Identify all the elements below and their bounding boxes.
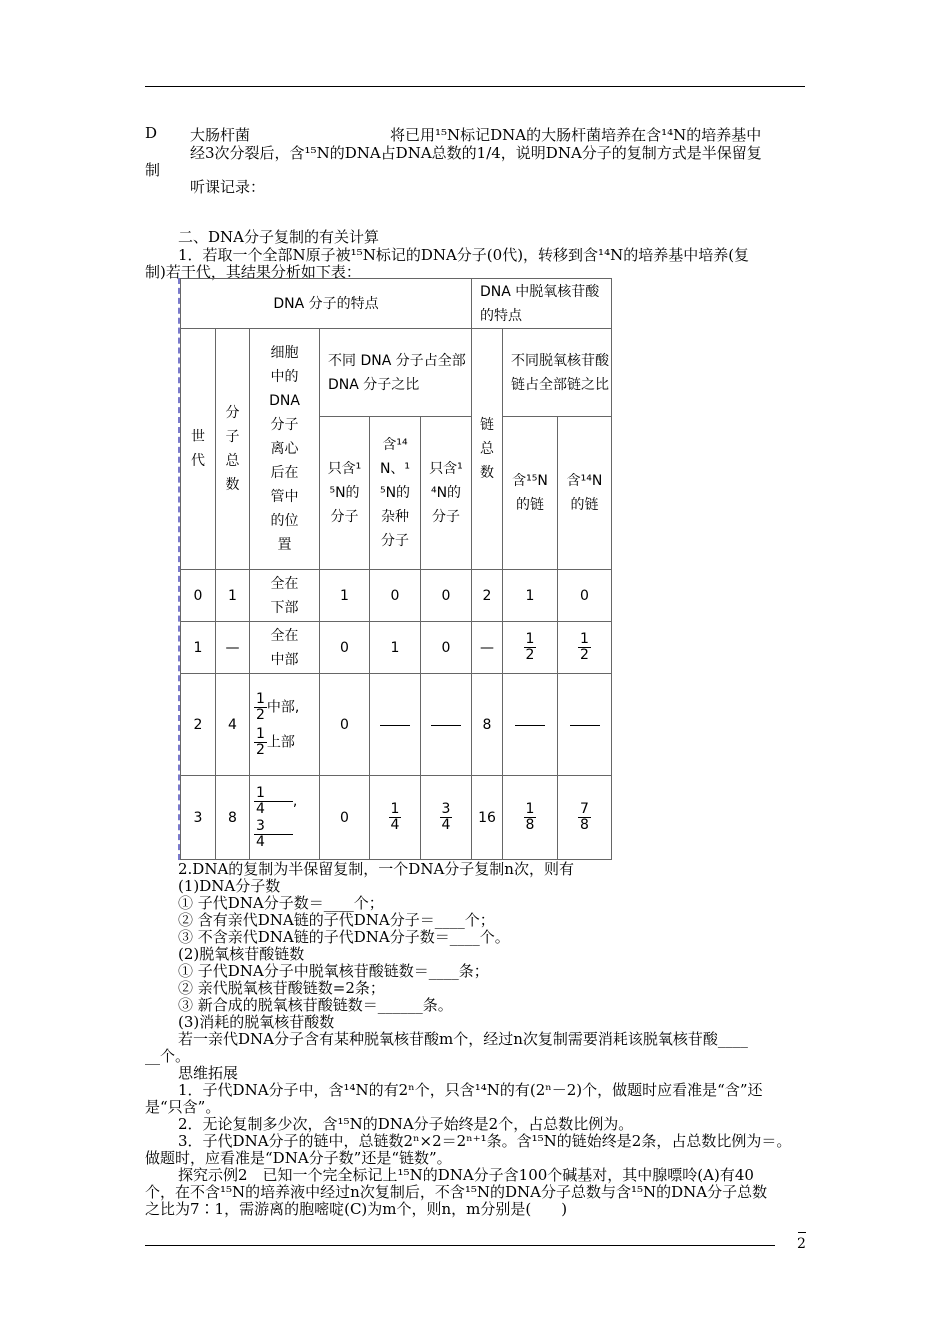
cell-hybrid: 1 — [370, 622, 421, 674]
p2-line: ③ 不含亲代DNA链的子代DNA分子数＝____个。 — [178, 928, 510, 946]
cell-chains: — — [472, 622, 503, 674]
cell-position-text: 全在中部 — [270, 627, 299, 668]
header-hybrid-text: 含¹⁴N、¹⁵N的杂种分子 — [379, 437, 411, 549]
cell-chain15 — [503, 622, 558, 674]
position-line — [254, 786, 319, 817]
header-only15 — [320, 417, 370, 570]
option-organism: 大肠杆菌 — [190, 126, 251, 144]
cell-only15: 0 — [320, 776, 370, 860]
cell-total: 1 — [216, 570, 250, 622]
cell-only14 — [421, 674, 472, 776]
denominator: 4 — [441, 817, 451, 833]
header-position — [250, 329, 320, 570]
numerator: 1 — [525, 631, 535, 647]
option-text-line1: 将已用¹⁵N标记DNA的大肠杆菌培养在含¹⁴N的培养基中 — [390, 126, 762, 144]
denominator: 4 — [256, 800, 265, 817]
option-text-line3: 制 — [145, 161, 161, 179]
fraction — [524, 632, 537, 663]
cell-chain15 — [503, 776, 558, 860]
header-generation-text: 世代 — [191, 429, 205, 469]
cell-gen: 3 — [181, 776, 216, 860]
cell-chains: 8 — [472, 674, 503, 776]
numerator: 1 — [390, 801, 400, 817]
comma: , — [292, 793, 298, 809]
position-middle: 中部, — [266, 699, 300, 715]
numerator: 1 — [256, 725, 265, 742]
cell-gen: 0 — [181, 570, 216, 622]
option-letter: D — [145, 124, 158, 142]
header-chain14-text: 含¹⁴N的链 — [566, 473, 603, 513]
answer-blank — [267, 833, 293, 835]
cell-chain14 — [558, 622, 612, 674]
table-row — [181, 570, 612, 622]
cell-position — [250, 776, 320, 860]
p2-line: 做题时，应看准是“DNA分子数”还是“链数”。 — [145, 1149, 452, 1167]
table-row — [181, 622, 612, 674]
cell-only14: 0 — [421, 622, 472, 674]
header-position-text: 细胞中的DNA分子离心后在管中的位置 — [269, 345, 300, 553]
header-generation — [181, 329, 216, 570]
answer-blank — [267, 800, 293, 802]
p2-line: (3)消耗的脱氧核苷酸数 — [178, 1013, 335, 1031]
header-nucleotide-features: DNA 中脱氧核苷酸的特点 — [472, 279, 612, 329]
position-line — [254, 692, 319, 723]
p2-line: 思维拓展 — [178, 1064, 239, 1082]
fraction — [254, 819, 267, 850]
numerator: 1 — [256, 690, 265, 707]
notes-label: 听课记录： — [190, 178, 266, 196]
p2-line: (1)DNA分子数 — [178, 877, 281, 895]
fraction — [440, 802, 453, 833]
cell-gen: 2 — [181, 674, 216, 776]
header-dna-features: DNA 分子的特点 — [181, 279, 472, 329]
header-only14-text: 只含¹⁴N的分子 — [429, 461, 463, 525]
cell-chain15 — [503, 674, 558, 776]
numerator: 3 — [256, 817, 265, 834]
denominator: 2 — [580, 647, 589, 663]
cell-chain15: 1 — [503, 570, 558, 622]
answer-blank — [515, 724, 545, 726]
cell-chains: 16 — [472, 776, 503, 860]
p2-line: ② 含有亲代DNA链的子代DNA分子＝____个； — [178, 911, 495, 929]
fraction — [524, 802, 537, 833]
cell-hybrid: 0 — [370, 570, 421, 622]
cell-gen: 1 — [181, 622, 216, 674]
p2-line: 之比为7∶1，需游离的胞嘧啶(C)为m个，则n，m分别是( ) — [145, 1200, 568, 1218]
p2-line: 2.DNA的复制为半保留复制，一个DNA分子复制n次，则有 — [178, 860, 574, 878]
p2-line: 探究示例2 已知一个完全标记上¹⁵N的DNA分子含100个碱基对，其中腺嘌呤(A)有40 — [178, 1166, 754, 1184]
cell-position — [250, 622, 320, 674]
numerator: 1 — [256, 784, 265, 801]
numerator: 3 — [441, 801, 451, 817]
section-title: 二、DNA分子复制的有关计算 — [178, 228, 379, 246]
header-ratio-molecules: 不同 DNA 分子占全部 DNA 分子之比 — [320, 329, 472, 417]
table-row — [181, 776, 612, 860]
cell-chain14 — [558, 674, 612, 776]
cell-position-text: 全在下部 — [270, 575, 299, 616]
fraction — [254, 727, 267, 758]
answer-blank — [380, 724, 410, 726]
cell-hybrid — [370, 776, 421, 860]
cell-chains: 2 — [472, 570, 503, 622]
p2-line: ② 亲代脱氧核苷酸链数=2条； — [178, 979, 385, 997]
p2-line: __个。 — [145, 1047, 191, 1065]
p2-line: ① 子代DNA分子中脱氧核苷酸链数＝____条； — [178, 962, 489, 980]
position-line — [254, 727, 319, 758]
header-hybrid — [370, 417, 421, 570]
p2-line: 3．子代DNA分子的链中，总链数2ⁿ×2＝2ⁿ⁺¹条。含¹⁵N的链始终是2条，占总数比例为＝。 — [178, 1132, 792, 1150]
p2-line: ① 子代DNA分子数＝____个； — [178, 894, 384, 912]
answer-blank — [570, 724, 600, 726]
cell-total: 8 — [216, 776, 250, 860]
denominator: 4 — [256, 833, 265, 850]
denominator: 2 — [256, 741, 265, 758]
replication-table — [180, 278, 612, 860]
table-row — [181, 674, 612, 776]
page-number-bar — [798, 1232, 806, 1233]
numerator: 1 — [580, 631, 589, 647]
denominator: 2 — [256, 706, 265, 723]
fraction — [254, 692, 267, 723]
option-text-line2: 经3次分裂后，含¹⁵N的DNA占DNA总数的1/4，说明DNA分子的复制方式是半保留复 — [190, 144, 762, 162]
intro-line1: 1．若取一个全部N原子被¹⁵N标记的DNA分子(0代)，转移到含¹⁴N的培养基中培养(复 — [178, 246, 750, 264]
fraction — [578, 632, 591, 663]
cell-chain14 — [558, 776, 612, 860]
header-ratio-chains: 不同脱氧核苷酸链占全部链之比 — [503, 329, 612, 417]
numerator: 1 — [525, 801, 535, 817]
cell-total: 4 — [216, 674, 250, 776]
fraction — [578, 802, 591, 833]
fraction — [254, 786, 267, 817]
p2-line: ③ 新合成的脱氧核苷酸链数＝______条。 — [178, 996, 453, 1014]
header-chain15-text: 含¹⁵N的链 — [512, 473, 548, 513]
header-total-chains — [472, 329, 503, 570]
cell-hybrid — [370, 674, 421, 776]
header-total-molecules — [216, 329, 250, 570]
denominator: 8 — [580, 817, 589, 833]
cell-only14: 0 — [421, 570, 472, 622]
denominator: 8 — [525, 817, 535, 833]
p2-line: 若一亲代DNA分子含有某种脱氧核苷酸m个，经过n次复制需要消耗该脱氧核苷酸____ — [178, 1030, 748, 1048]
cell-position — [250, 674, 320, 776]
denominator: 2 — [525, 647, 535, 663]
header-only15-text: 只含¹⁵N的分子 — [327, 461, 362, 525]
header-only14 — [421, 417, 472, 570]
footer-rule — [145, 1245, 775, 1246]
cell-chain14: 0 — [558, 570, 612, 622]
p2-line: 1．子代DNA分子中，含¹⁴N的有2ⁿ个，只含¹⁴N的有(2ⁿ－2)个，做题时应看准是“含”还 — [178, 1081, 763, 1099]
p2-line: (2)脱氧核苷酸链数 — [178, 945, 305, 963]
position-line — [254, 819, 319, 850]
cell-only14 — [421, 776, 472, 860]
header-chain14 — [558, 417, 612, 570]
header-rule — [145, 86, 805, 87]
cell-total: — — [216, 622, 250, 674]
header-total-chains-text: 链总数 — [480, 417, 494, 481]
header-chain15 — [503, 417, 558, 570]
cell-only15: 0 — [320, 622, 370, 674]
page-number: 2 — [797, 1236, 806, 1252]
intro-line2: 制)若干代，其结果分析如下表： — [145, 263, 361, 281]
cell-only15: 0 — [320, 674, 370, 776]
p2-line: 2．无论复制多少次，含¹⁵N的DNA分子始终是2个，占总数比例为。 — [178, 1115, 634, 1133]
p2-line: 个，在不含¹⁵N的培养液中经过n次复制后，不含¹⁵N的DNA分子总数与含¹⁵N的DNA分子总数 — [145, 1183, 768, 1201]
position-top: 上部 — [266, 734, 295, 750]
p2-line: 是“只含”。 — [145, 1098, 221, 1116]
header-total-molecules-text: 分子总数 — [225, 405, 240, 493]
fraction — [389, 802, 402, 833]
cell-only15: 1 — [320, 570, 370, 622]
numerator: 7 — [580, 801, 589, 817]
answer-blank — [431, 724, 461, 726]
cell-position — [250, 570, 320, 622]
denominator: 4 — [390, 817, 400, 833]
